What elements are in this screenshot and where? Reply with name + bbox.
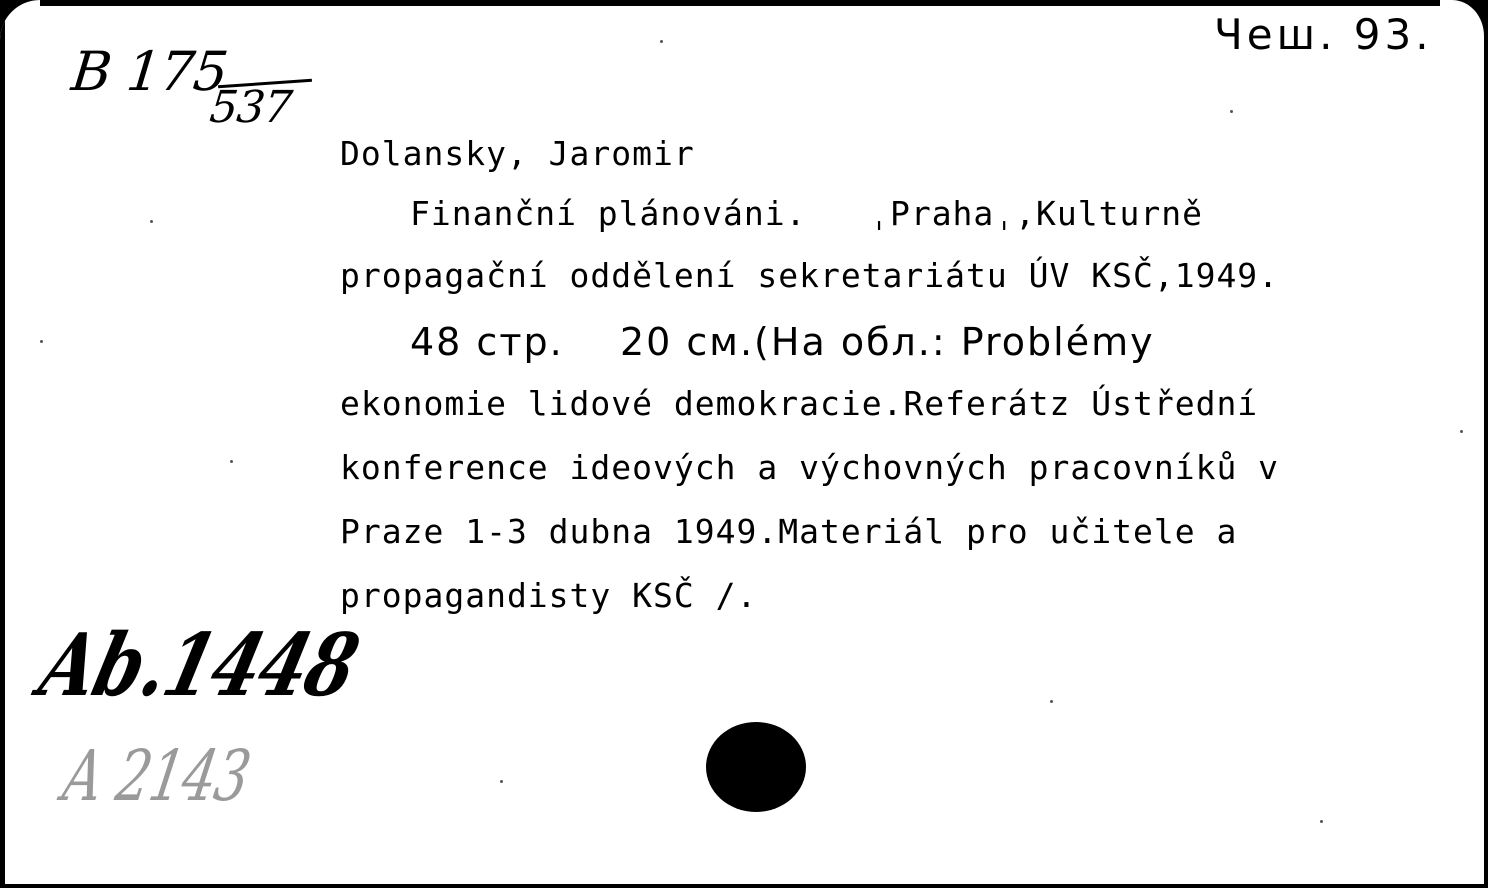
note-line: Praze 1-3 dubna 1949.Materiál pro učitele a — [340, 512, 1238, 551]
accession-number-faint: A 2143 — [57, 735, 256, 817]
note-line: propagandisty KSČ /. — [340, 576, 758, 615]
dust-speck — [1230, 110, 1233, 113]
card-left-edge — [0, 20, 5, 884]
dust-speck — [150, 220, 153, 223]
punch-hole — [706, 722, 806, 812]
accession-number: Ab.1448 — [30, 615, 368, 716]
collation-line: 48 стр. 20 см.(На обл.: Problémy — [410, 320, 1155, 364]
call-number-top: B 175 — [68, 40, 231, 103]
dust-speck — [230, 460, 233, 463]
note-line: ekonomie lidové demokracie.Referátz Ústřední — [340, 384, 1259, 423]
card-top-edge — [40, 0, 1440, 6]
dust-speck — [1320, 820, 1323, 823]
dust-speck — [1050, 700, 1053, 703]
language-tag: Чеш. 93. — [1214, 10, 1433, 59]
title-line: Finanční plánováni. ˌPrahaˌ,Kulturně — [410, 194, 1203, 233]
author-heading: Dolansky, Jaromir — [340, 134, 695, 173]
dust-speck — [40, 340, 43, 343]
dust-speck — [660, 40, 663, 43]
dust-speck — [1460, 430, 1463, 433]
imprint-line: propagační oddělení sekretariátu ÚV KSČ,1949. — [340, 256, 1280, 295]
dust-speck — [500, 780, 503, 783]
call-number-bottom: 537 — [207, 82, 294, 133]
note-line: konference ideových a výchovných pracovníků v — [340, 448, 1280, 487]
